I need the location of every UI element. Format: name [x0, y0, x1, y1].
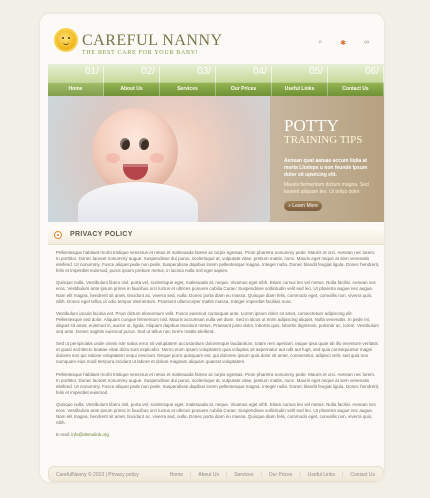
baby-eye: [139, 138, 149, 150]
baby-cheek: [150, 153, 164, 163]
hero-bold-text: Aenean quat aatuae accum liqila at morta Llodeps u non feunde Ipsum dolor sit upwicing elit.: [284, 158, 368, 178]
footer-link-prices[interactable]: Our Prices |: [269, 472, 301, 478]
nav-our-prices[interactable]: Our Prices: [216, 82, 272, 96]
hero-text-panel: [270, 96, 384, 222]
content-paragraph: Quisque nulla. Vestibulum libero nisl, porta vel, scelerisque eget, malesuada at, neque. Vivamus eget nibh. Etiam cursus leo vel metus. Nulla facilisi. Aenean nec eros. Vestibulum ante ipsum primis in faucibus orci luctus et ultrices posuere cubilia Curae; Suspendisse sollicitudin velit sed leo. Ut pharetra augue nec augue. Nam elit magna, hendrerit sit amet, tincidunt ac, viverra sed, nulla. Donec porta diam eu massa. Quisque diam felis, commodo eget, convallis non, viverra quis, nibh.: [56, 401, 377, 426]
nav-about-us[interactable]: About Us: [104, 82, 160, 96]
section-title: PRIVACY POLICY: [70, 231, 133, 238]
footer-navigation: [170, 472, 375, 478]
settings-icon[interactable]: ✱: [340, 40, 346, 47]
privacy-content: [56, 250, 380, 444]
nav-number-01: 01/: [48, 66, 104, 82]
footer-link-contact[interactable]: Contact Us: [350, 472, 375, 478]
learn-more-button[interactable]: » Learn More: [284, 201, 322, 211]
hero-title-line1: POTTY: [284, 116, 339, 135]
hero-title-line2: TRAINING TIPS: [284, 134, 363, 146]
email-link[interactable]: info@demolink.org: [71, 432, 109, 438]
nav-number-04: 04/: [216, 66, 272, 82]
baby-cheek: [106, 153, 120, 163]
nav-services[interactable]: Services: [160, 82, 216, 96]
nav-number-06: 06/: [328, 66, 384, 82]
hero-body-text: Mauris fermentum dictum magna. Sed laoreet aliquam leo. Ut tellus dolor.: [284, 182, 369, 195]
baby-body-image: [78, 182, 198, 222]
nav-numbers: [48, 66, 384, 82]
footer-link-services[interactable]: Services |: [234, 472, 262, 478]
main-navigation: [48, 82, 384, 96]
baby-mouth: [123, 164, 148, 180]
header-icons: [318, 39, 369, 47]
site-tagline: THE BEST CARE FOR YOUR BABY!: [82, 50, 199, 56]
footer: [48, 466, 384, 482]
nav-home[interactable]: Home: [48, 82, 104, 96]
site-title[interactable]: CAREFUL NANNY: [82, 32, 223, 49]
email-label: E-mail:: [56, 432, 72, 438]
footer-link-useful[interactable]: Useful Links |: [308, 472, 344, 478]
nav-useful-links[interactable]: Useful Links: [272, 82, 328, 96]
email-line: [56, 432, 380, 438]
content-paragraph: Pellentesque habitant morbi tristique senectus et netus et malesuada fames ac turpis egestas. Proin pharetra nonummy pede. Mauris et orci. Aenean nec lorem. In porttitor. Donec laoreet nonummy augue. Suspendisse dui purus, scelerisque at, vulputate vitae, pretium mattis, nunc. Mauris eget neque at sem venenatis eleifend. Ut nonummy. Fusce aliquet pede non pede. Suspendisse dapibus lorem pellentesque magna. Integer nulla. Donec blandit feugiat ligula. Donec hendrerit, felis et imperdiet euismod, purus ipsum pretium metus, in lacinia nulla nisl eget sapien.: [56, 250, 380, 274]
footer-link-home[interactable]: Home |: [170, 472, 192, 478]
footer-copyright: CarefulNanny © 2013 | Privacy policy: [56, 472, 139, 478]
bullet-circle-icon: [54, 231, 62, 239]
content-paragraph: Pellentesque habitant morbi tristique senectus et netus et malesuada fames ac turpis egestas. Proin pharetra nonummy pede. Mauris et orci. Aenean nec lorem. In porttitor. Donec laoreet nonummy augue. Suspendisse dui purus, scelerisque at, vulputate vitae, pretium mattis, nunc. Mauris eget neque at sem venenatis eleifend. Ut nonummy. Fusce aliquet pede non pede. Suspendisse dapibus lorem pellentesque magna. Integer nulla. Donec blandit feugiat ligula. Donec hendrerit, felis et imperdiet euismod.: [56, 371, 380, 395]
privacy-policy-header: [48, 226, 384, 245]
baby-photo: [48, 96, 270, 222]
footer-link-about[interactable]: About Us |: [198, 472, 227, 478]
search-icon[interactable]: ⌕: [318, 39, 323, 46]
content-paragraph: Quisque nulla. Vestibulum libero nisl, porta vel, scelerisque eget, malesuada at, neque. Vivamus eget nibh. Etiam cursus leo vel metus. Nulla facilisi. Aenean nec eros. Vestibulum ante ipsum primis in faucibus orci luctus et ultrices posuere cubilia Curae; Suspendisse sollicitudin velit sed leo. Ut pharetra augue nec augue. Nam elit magna, hendrerit sit amet, tincidunt ac, viverra sed, nulla. Donec porta diam eu massa. Quisque diam felis, commodo eget, convallis non, viverra quis, nibh. Donec eget tellus ut odio tempor elementum. Praesent ullamcorper mattis massa. Integer imperdiet facilisis nunc.: [56, 280, 377, 304]
baby-eye: [120, 138, 130, 150]
sun-logo-icon[interactable]: [56, 30, 76, 50]
hero-slider: [48, 96, 384, 222]
rss-icon[interactable]: ∞: [364, 39, 369, 46]
nav-contact-us[interactable]: Contact Us: [328, 82, 384, 96]
nav-number-02: 02/: [104, 66, 160, 82]
nav-number-05: 05/: [272, 66, 328, 82]
page-container: [40, 14, 384, 482]
content-paragraph: Sed ut perspiciatis unde omnis iste natus error sit voluptatem accusantium doloremque laudantium, totam rem aperiam, eaque ipsa quae ab illo inventore veritatis et quasi architecto beatae vitae dicta sunt explicabo. Nemo enim ipsam voluptatem quia voluptas sit aspernatur aut odit aut fugit, sed quia consequuntur magni dolores eos qui ratione voluptatem sequi nesciunt. Neque porro quisquam est, qui dolorem ipsum quia dolor sit amet, consectetur, adipisci velit, sed quia non numquam eius modi tempora incidunt ut labore et dolore magnam aliquam quaerat voluptatem.: [56, 341, 378, 365]
nav-number-03: 03/: [160, 66, 216, 82]
content-paragraph: Vestibulum iaculis lacinia est. Proin dictum elementum velit. Fusce euismod consequat ante. Lorem ipsum dolor sit amet, consectetuer adipiscing elit. Pellentesque sed dolor. Aliquam congue fermentum nisl. Mauris accumsan nulla vel diam. Sed in lacus ut enim adipiscing aliquet. Nulla venenatis. In pede mi, aliquet sit amet, euismod in, auctor ut, ligula. Aliquam dapibus tincidunt metus. Praesent justo dolor, lobortis quis, lobortis dignissim, pulvinar ac, lorem. Vestibulum sed ante. Donec sagittis euismod purus. Sed ut tellus nec lorem mattis eleifend.: [56, 310, 379, 335]
